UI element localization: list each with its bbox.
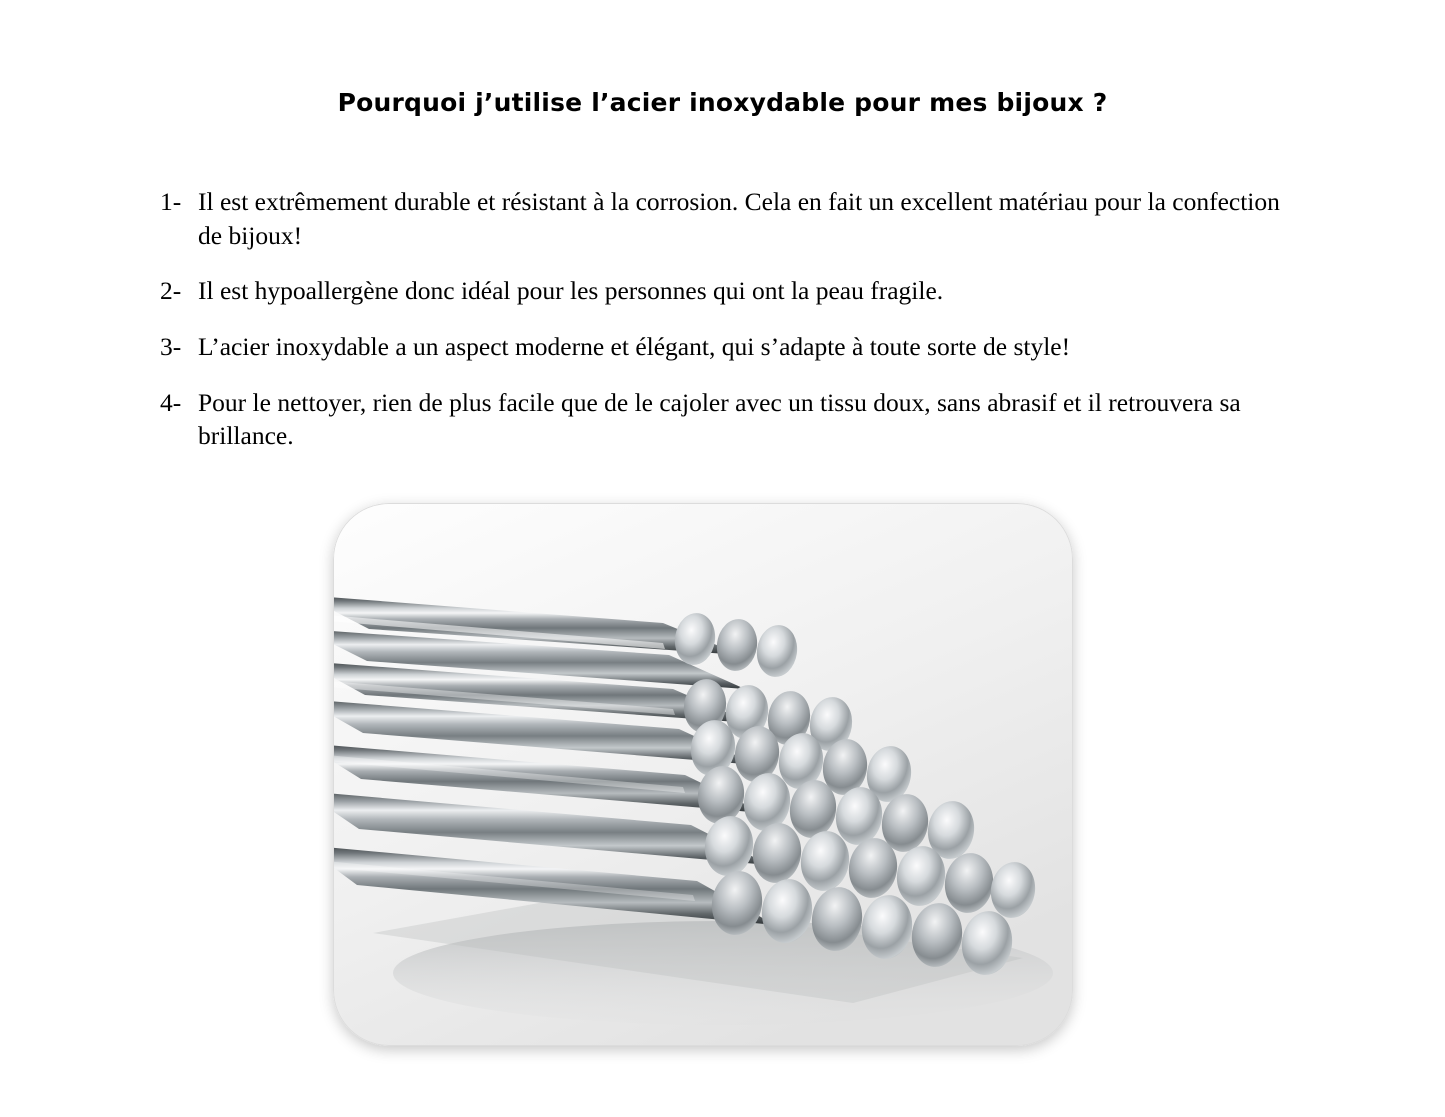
list-item-text: Il est hypoallergène donc idéal pour les personnes qui ont la peau fragile. — [198, 276, 944, 306]
list-item-marker: 3- — [160, 331, 182, 361]
list-item-text: Il est extrêmement durable et résistant à la corrosion. Cela en fait un excellent matériau pour la confection de bijoux! — [198, 187, 1280, 250]
list-item — [160, 274, 1290, 308]
list-item-text: L’acier inoxydable a un aspect moderne et élégant, qui s’adapte à toute sorte de style! — [198, 331, 1071, 361]
list-item-marker: 4- — [160, 387, 182, 417]
list-item — [160, 386, 1290, 453]
list-item-text: Pour le nettoyer, rien de plus facile que de le cajoler avec un tissu doux, sans abrasif et il retrouvera sa brillance. — [198, 387, 1241, 451]
list-item — [160, 330, 1290, 364]
stainless-steel-rods-photo — [333, 503, 1073, 1046]
page-title: Pourquoi j’utilise l’acier inoxydable pour mes bijoux ? — [337, 88, 1108, 117]
list-item-marker: 2- — [160, 276, 182, 306]
list-item — [160, 185, 1290, 252]
list-item-marker: 1- — [160, 187, 182, 216]
reasons-list — [160, 185, 1290, 475]
steel-rods-illustration — [333, 503, 1073, 1046]
